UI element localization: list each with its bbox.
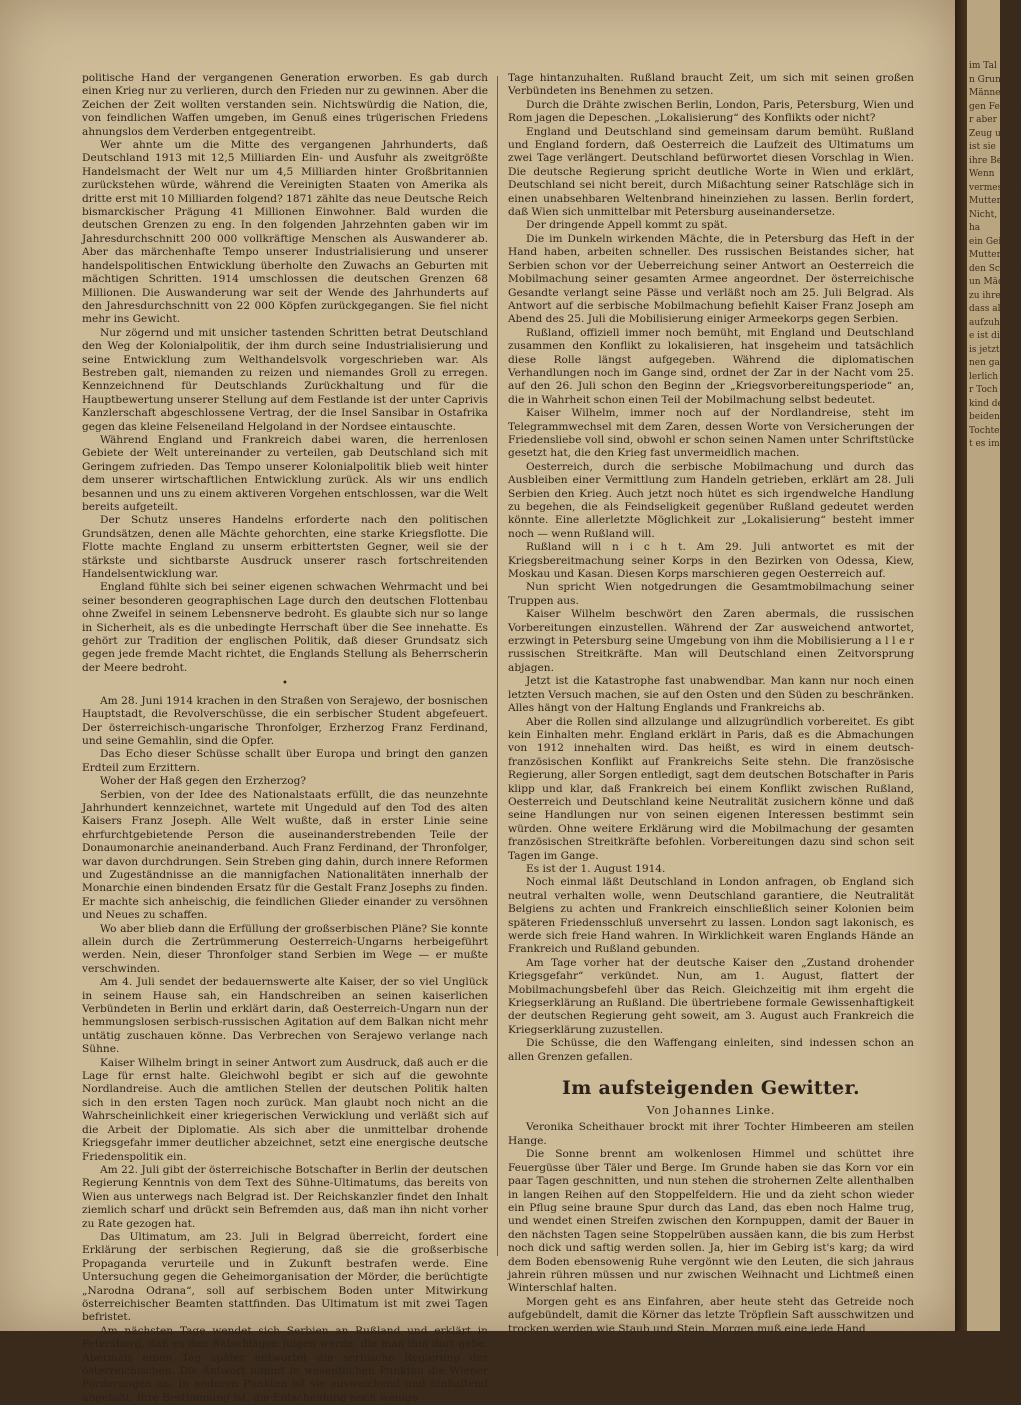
- text-fragment: Mutter se: [969, 250, 1014, 260]
- book-gutter: [955, 0, 967, 1331]
- text-fragment: beiden.: [969, 412, 1003, 422]
- paragraph: Aber die Rollen sind allzulange und allzugründlich vorbereitet. Es gibt kein Einhalten mehr. England erklärt in Paris, daß es die Abmachungen von 1912 innehalten wird. Das heißt, es wird in einem deutsch-französischen Konflikt auf Frankreichs Seite stehn. Die französische Regierung, aller Sorgen entledigt, sagt dem deutschen Botschafter in Paris klipp und klar, daß Frankreich bei einem Konflikt zwischen Rußland, Oesterreich und Deutschland keine Neutralität zusichern könne und daß seine Handlungen nur von seinen eigenen Interessen bestimmt sein würden. Ohne weitere Erklärung wird die Mobilmachung der gesamten französischen Streitkräfte befohlen. Vorbereitungen dazu sind schon seit Tagen im Gange.: [508, 715, 914, 862]
- paragraph: Am nächsten Tage wendet sich Serbien an Rußland und erklärt in Petersburg, daß es den Ratschlägen folgen werde, die man ihm dort gebe. Abermals einen Tag später antwortet die serbische Regierung der österreichischen. Die Antwort nimmt in wesentlichen Punkten die Wiener Forderungen an. In anderen Punkten ist sie ausweichend und hinhaltend abgefaßt. Ihre Bestimmung ist, die Entscheidung noch wenige: [82, 1324, 488, 1404]
- paragraph: Das Ultimatum, am 23. Juli in Belgrad überreicht, fordert eine Erklärung der serbischen Regierung, daß sie die großserbische Propaganda verurteile und in Zukunft bestrafen werde. Eine Untersuchung gegen die Geheimorganisation der Mörder, die berüchtigte „Narodna Odrana“, soll auf serbischem Boden unter Mitwirkung österreichischer Beamten stattfinden. Das Ultimatum ist mit zwei Tagen befristet.: [82, 1230, 488, 1324]
- paragraph: Es ist der 1. August 1914.: [526, 862, 666, 875]
- text-fragment: Tochter: [969, 425, 1004, 436]
- text-fragment: ist sie: [969, 142, 996, 152]
- text-fragment: nen ganze: [969, 358, 1016, 368]
- text-fragment: gen Felder: [969, 101, 1019, 112]
- text-fragment: im Tal: [969, 61, 997, 71]
- paragraph: Rußland will n i c h t. Am 29. Juli antwortet es mit der Kriegsbereitmachung seiner Korps in den Bezirken von Odessa, Kiew, Moskau und Kasan. Diesen Korps marschieren gegen Oesterreich auf.: [508, 541, 914, 581]
- left-column: [82, 72, 488, 1405]
- paragraph: Kaiser Wilhelm, immer noch auf der Nordlandreise, steht im Telegrammwechsel mit dem Zaren, dessen Worte von Versicherungen der Friedensliebe voll sind, obwohl er schon seinen Namen unter Schriftstücke gesetzt hat, die den Krieg fast unvermeidlich machen.: [508, 407, 914, 460]
- text-fragment: den Schwe: [969, 263, 1019, 274]
- paragraph: Die Schüsse, die den Waffengang einleiten, sind indessen schon an allen Grenzen gefallen.: [508, 1037, 914, 1063]
- paragraph: Während England und Frankreich dabei waren, die herrenlosen Gebiete der Welt untereinander zu verteilen, gab Deutschland sich mit Geringem zufrieden. Das Tempo unserer Kolonialpolitik blieb weit hinter dem unserer wirtschaftlichen Entwicklung zurück. Als wir uns endlich besannen und uns zu einem aktiveren Vorgehen entschlossen, war die Welt bereits aufgeteilt.: [82, 433, 488, 513]
- right-column: [508, 72, 914, 1336]
- paragraph: Die im Dunkeln wirkenden Mächte, die in Petersburg das Heft in der Hand haben, arbeiten schneller. Des russischen Beistandes sicher, hat Serbien schon vor der Ueberreichung seiner Antwort an Oesterreich die Mobilmachung seiner gesamten Armee angeordnet. Der österreichische Gesandte verlangt seine Pässe und verläßt noch am 25. Juli Belgrad. Als Antwort auf die serbische Mobilmachung befiehlt Kaiser Franz Joseph am Abend des 25. Juli die Mobilisierung einiger Armeekorps gegen Serbien.: [508, 232, 914, 326]
- text-fragment: Zeug und: [969, 128, 1013, 139]
- text-fragment: aufzuheb: [969, 317, 1011, 328]
- paragraph: England und Deutschland sind gemeinsam darum bemüht. Rußland und England fordern, daß Oesterreich die Laufzeit des Ultimatums um zwei Tage verlängert. Deutschland befürwortet diesen Vorschlag in Wien. Die deutsche Regierung spricht deutliche Worte in Wien und erklärt, Deutschland sei nicht bereit, durch Mißachtung seiner Ratschläge sich in einen unabsehbaren Weltenbrand hineinziehen zu lassen. Berlin fordert, daß Wien sich unmittelbar mit Petersburg auseinandersetze.: [508, 125, 914, 219]
- section-separator: •: [282, 678, 288, 690]
- text-fragment: vermessenf: [969, 182, 1021, 193]
- adjacent-page-text: [967, 0, 1021, 452]
- text-fragment: t es im: [969, 439, 1000, 449]
- paragraph: politische Hand der vergangenen Generation erworben. Es gab durch einen Krieg nur zu verlieren, durch den Frieden nur zu gewinnen. Aber die Zeichen der Zeit wollten verstanden sein. Nichtswürdig die Nation, die, von feindlichen Waffen umgeben, im Genuß eines trügerischen Friedens ahnungslos dem Verderben entgegentreibt.: [82, 72, 488, 138]
- paragraph: Der Schutz unseres Handelns erforderte nach den politischen Grundsätzen, denen alle Mächte gehorchten, eine starke Kriegsflotte. Die Flotte machte England zu unserm erbittertsten Gegner, weil sie der stärkste und sichtbarste Ausdruck unserer rasch fortschreitenden Handelsentwicklung war.: [82, 514, 488, 581]
- text-fragment: r aber nu: [969, 115, 1012, 125]
- paragraph: Am 4. Juli sendet der bedauernswerte alte Kaiser, der so viel Unglück in seinem Hause sah, ein Handschreiben an seinen kaiserlichen Verbündeten in Berlin und erklärt darin, daß Oesterreich-Ungarn nun der hemmungslosen serbisch-russischen Agitation auf dem Balkan nicht mehr untätig zuschauen könne. Das Verbrechen von Serajewo verlange nach Sühne.: [82, 976, 488, 1056]
- paragraph: England fühlte sich bei seiner eigenen schwachen Wehrmacht und bei seiner besonderen geographischen Lage durch den deutschen Flottenbau ohne Zweifel in seinem Lebensnerve bedroht. Es glaubte sich nur so lange in Sicherheit, als es die unbedingte Herrschaft über die See innehatte. Es gehört zur Tradition der englischen Politik, daß dieser Grundsatz sich gegen jede fremde Macht richtet, die Englands Stellung als Beherrscherin der Meere bedroht.: [82, 581, 488, 674]
- text-fragment: dass als: [969, 304, 1006, 314]
- paragraph: Tage hintanzuhalten. Rußland braucht Zeit, um sich mit seinen großen Verbündeten ins Benehmen zu setzen.: [508, 72, 914, 98]
- text-fragment: r Toch: [969, 385, 998, 395]
- paragraph: Morgen geht es ans Einfahren, aber heute steht das Getreide noch aufgebündelt, damit die Körner das letzte Tröpflein Saft ausschwitzen und trocken werden wie Staub und Stein. Morgen muß eine jede Hand: [508, 1295, 914, 1335]
- text-fragment: lerlich: [969, 371, 999, 382]
- paragraph: Serbien, von der Idee des Nationalstaats erfüllt, die das neunzehnte Jahrhundert kennzeichnet, wartete mit Ungeduld auf den Tod des alten Kaisers Franz Joseph. Alle Welt wußte, daß in erster Linie seine ehrfurchtgebietende Person die auseinanderstrebenden Teile der Donaumonarchie aneinanderband. Auch Franz Ferdinand, der Thronfolger, war davon durchdrungen. Sein Streben ging dahin, durch innere Reformen und Zugeständnisse an die mannigfachen Nationalitäten innerhalb der Monarchie einen bindenden Ersatz für die Gestalt Franz Josephs zu finden. Er machte sich anheischig, die feindlichen Glieder einander zu versöhnen und Neues zu schaffen.: [82, 788, 488, 922]
- text-fragment: e ist die: [969, 331, 1006, 341]
- text-fragment: n Grun: [969, 74, 1001, 85]
- text-fragment: Wenn: [969, 169, 995, 179]
- paragraph: Veronika Scheithauer brockt mit ihrer Tochter Himbeeren am steilen Hange.: [508, 1121, 914, 1147]
- paragraph: Jetzt ist die Katastrophe fast unabwendbar. Man kann nur noch einen letzten Versuch machen, sie auf den Osten und den Süden zu beschränken. Alles hängt von der Haltung Englands und Frankreichs ab.: [508, 675, 914, 715]
- paragraph: Wo aber blieb dann die Erfüllung der großserbischen Pläne? Sie konnte allein durch die Zertrümmerung Oesterreich-Ungarns herbeigeführt werden. Nein, dieser Thronfolger stand Serbien im Wege — er mußte verschwinden.: [82, 922, 488, 975]
- paragraph: Am Tage vorher hat der deutsche Kaiser den „Zustand drohender Kriegsgefahr“ verkündet. Nun, am 1. August, flattert der Mobilmachungsbefehl über das Reich. Gleichzeitig mit ihm ergeht die Kriegserklärung an Rußland. Die übertriebene formale Gewissenhaftigkeit der deutschen Regierung geht soweit, am 3. August auch Frankreich die Kriegserklärung zuzustellen.: [508, 956, 914, 1036]
- text-fragment: ha: [969, 223, 981, 233]
- paragraph: Nun spricht Wien notgedrungen die Gesamtmobilmachung seiner Truppen aus.: [508, 581, 914, 607]
- paragraph: Die Sonne brennt am wolkenlosen Himmel und schüttet ihre Feuergüsse über Täler und Berge. Im Grunde haben sie das Korn vor ein paar Tagen geschnitten, und nun stehen die strohernen Zelte allenthalben in langen Reihen auf den Stoppelfeldern. Hie und da zieht schon wieder ein Pflug seine braune Spur durch das Land, das eben noch Halme trug, und wendet einen Streifen zwischen den Kornpuppen, damit der Bauer in den nächsten Tagen seine Stoppelrüben aussäen kann, die bis zum Herbst noch dick und saftig werden sollen. Ja, hier im Gebirg ist's karg; da wird dem Boden ebensowenig Ruhe vergönnt wie den Leuten, die sich jahraus jahrein rühren müssen und nur zwischen Weihnacht und Lichtmeß einen Winterschlaf halten.: [508, 1148, 914, 1295]
- adjacent-page-edge: [967, 0, 1021, 1331]
- story-author: Von Johannes Linke.: [646, 1104, 776, 1118]
- text-fragment: zu ihre: [969, 290, 1001, 301]
- paragraph: Der dringende Appell kommt zu spät.: [526, 219, 728, 232]
- story-title: Im aufsteigenden Gewitter.: [562, 1077, 860, 1100]
- paragraph: Kaiser Wilhelm beschwört den Zaren abermals, die russischen Vorbereitungen einzustellen. Während der Zar ausweichend antwortet, erzwingt in Petersburg seine Umgebung von ihm die Mobilisierung a l l e r russischen Streitkräfte. Man will Deutschland einen Zeitvorsprung abjagen.: [508, 608, 914, 674]
- paragraph: Kaiser Wilhelm bringt in seiner Antwort zum Ausdruck, daß auch er die Lage für ernst halte. Gleichwohl begibt er sich auf die gewohnte Nordlandreise. Auch die amtlichen Stellen der deutschen Politik halten sich in den ersten Tagen noch zurück. Man glaubt noch nicht an die Wahrscheinlichkeit einer kriegerischen Verwicklung und verläßt sich auf die Arbeit der Diplomatie. Als sich aber die unmittelbar drohende Kriegsgefahr immer deutlicher abzeichnet, setzt eine energische deutsche Friedenspolitik ein.: [82, 1056, 488, 1163]
- paragraph: Am 22. Juli gibt der österreichische Botschafter in Berlin der deutschen Regierung Kenntnis von dem Text des Sühne-Ultimatums, das bereits von Wien aus unterwegs nach Belgrad ist. Der Reichskanzler findet den Inhalt ziemlich scharf und drückt sein Befremden aus, daß man ihn nicht vorher zu Rate gezogen hat.: [82, 1163, 488, 1230]
- text-fragment: Mutter: [969, 196, 1001, 206]
- paragraph: Nur zögernd und mit unsicher tastenden Schritten betrat Deutschland den Weg der Kolonialpolitik, der ihm durch seine Industrialisierung und seine Entwicklung zum Welthandelsvolk vorgeschrieben war. Als Bestreben galt, niemanden zu reizen und niemandes Groll zu erregen. Kennzeichnend für Deutschlands Zurückhaltung und für die Hauptbewertung unserer Stellung auf dem Festlande ist der unter Caprivis Kanzlerschaft abgeschlossene Vertrag, der die Insel Sansibar in Ostafrika gegen das kleine Felseneiland Helgoland in der Nordsee eintauschte.: [82, 326, 488, 433]
- text-fragment: is jetzt: [969, 344, 1000, 355]
- text-fragment: kind de: [969, 398, 1003, 409]
- paragraph: Oesterreich, durch die serbische Mobilmachung und durch das Ausbleiben einer Vermittlung zum Handeln getrieben, erklärt am 28. Juli Serbien den Krieg. Auch jetzt noch hütet es sich irgendwelche Handlung zu begehen, die als Feindseligkeit gegenüber Rußland gedeutet werden könnte. Eine allerletzte Möglichkeit zur „Lokalisierung“ besteht immer noch — wenn Rußland will.: [508, 460, 914, 540]
- paragraph: Das Echo dieser Schüsse schallt über Europa und bringt den ganzen Erdteil zum Erzittern.: [82, 748, 488, 774]
- text-fragment: Männer,: [969, 88, 1007, 98]
- column-divider: [497, 76, 498, 1256]
- text-fragment: ein Geigen: [969, 236, 1019, 247]
- text-fragment: ihre Bes: [969, 155, 1007, 166]
- text-fragment: un Mädch: [969, 277, 1015, 287]
- paragraph: Noch einmal läßt Deutschland in London anfragen, ob England sich neutral verhalten wolle, wenn Deutschland garantiere, die Neutralität Belgiens zu achten und Frankreich einschließlich seiner Kolonien beim späteren Friedensschluß unversehrt zu lassen. London sagt lakonisch, es werde sich freie Hand wahren. In Wirklichkeit waren Englands Hände an Frankreich und Rußland gebunden.: [508, 876, 914, 956]
- paragraph: Wer ahnte um die Mitte des vergangenen Jahrhunderts, daß Deutschland 1913 mit 12,5 Milliarden Ein- und Ausfuhr als zweitgrößte Handelsmacht der Welt nur um 4,5 Milliarden hinter Großbritannien zurückstehen würde, während die Vereinigten Staaten von Amerika als dritte erst mit 10 Milliarden folgend? 1871 zählte das neue Deutsche Reich bismarckischer Prägung 41 Millionen Einwohner. Bald wurden die deutschen Grenzen zu eng. In den folgenden Jahrzehnten gaben wir im Jahresdurchschnitt 200 000 vollkräftige Menschen als Auswanderer ab. Aber das märchenhafte Tempo unserer Industrialisierung und unserer handelspolitischen Entwicklung überholte den Zuwachs an Geburten mit mächtigen Schritten. 1914 umschlossen die deutschen Grenzen 68 Millionen. Die Auswanderung war seit der Wende des Jahrhunderts auf den Jahresdurchschnitt von 22 000 Köpfen zurückgegangen. Sie fiel nicht mehr ins Gewicht.: [82, 139, 488, 326]
- paragraph: Woher der Haß gegen den Erzherzog?: [100, 775, 307, 788]
- paragraph: Am 28. Juni 1914 krachen in den Straßen von Serajewo, der bosnischen Hauptstadt, die Revolverschüsse, die ein serbischer Student abgefeuert. Der österreichisch-ungarische Thronfolger, Erzherzog Franz Ferdinand, und seine Gemahlin, sind die Opfer.: [82, 694, 488, 747]
- text-fragment: Nicht, eh: [969, 209, 1012, 220]
- paragraph: Rußland, offiziell immer noch bemüht, mit England und Deutschland zusammen den Konflikt zu lokalisieren, hat insgeheim und tatsächlich diese Rolle längst aufgegeben. Während die diplomatischen Verhandlungen noch im Gange sind, ordnet der Zar in der Nacht vom 25. auf den 26. Juli schon den Beginn der „Kriegsvorbereitungsperiode“ an, die in Wahrheit schon einen Teil der Mobilmachung selbst bedeutet.: [508, 326, 914, 406]
- paragraph: Durch die Drähte zwischen Berlin, London, Paris, Petersburg, Wien und Rom jagen die Depeschen. „Lokalisierung“ des Konflikts oder nicht?: [508, 98, 914, 125]
